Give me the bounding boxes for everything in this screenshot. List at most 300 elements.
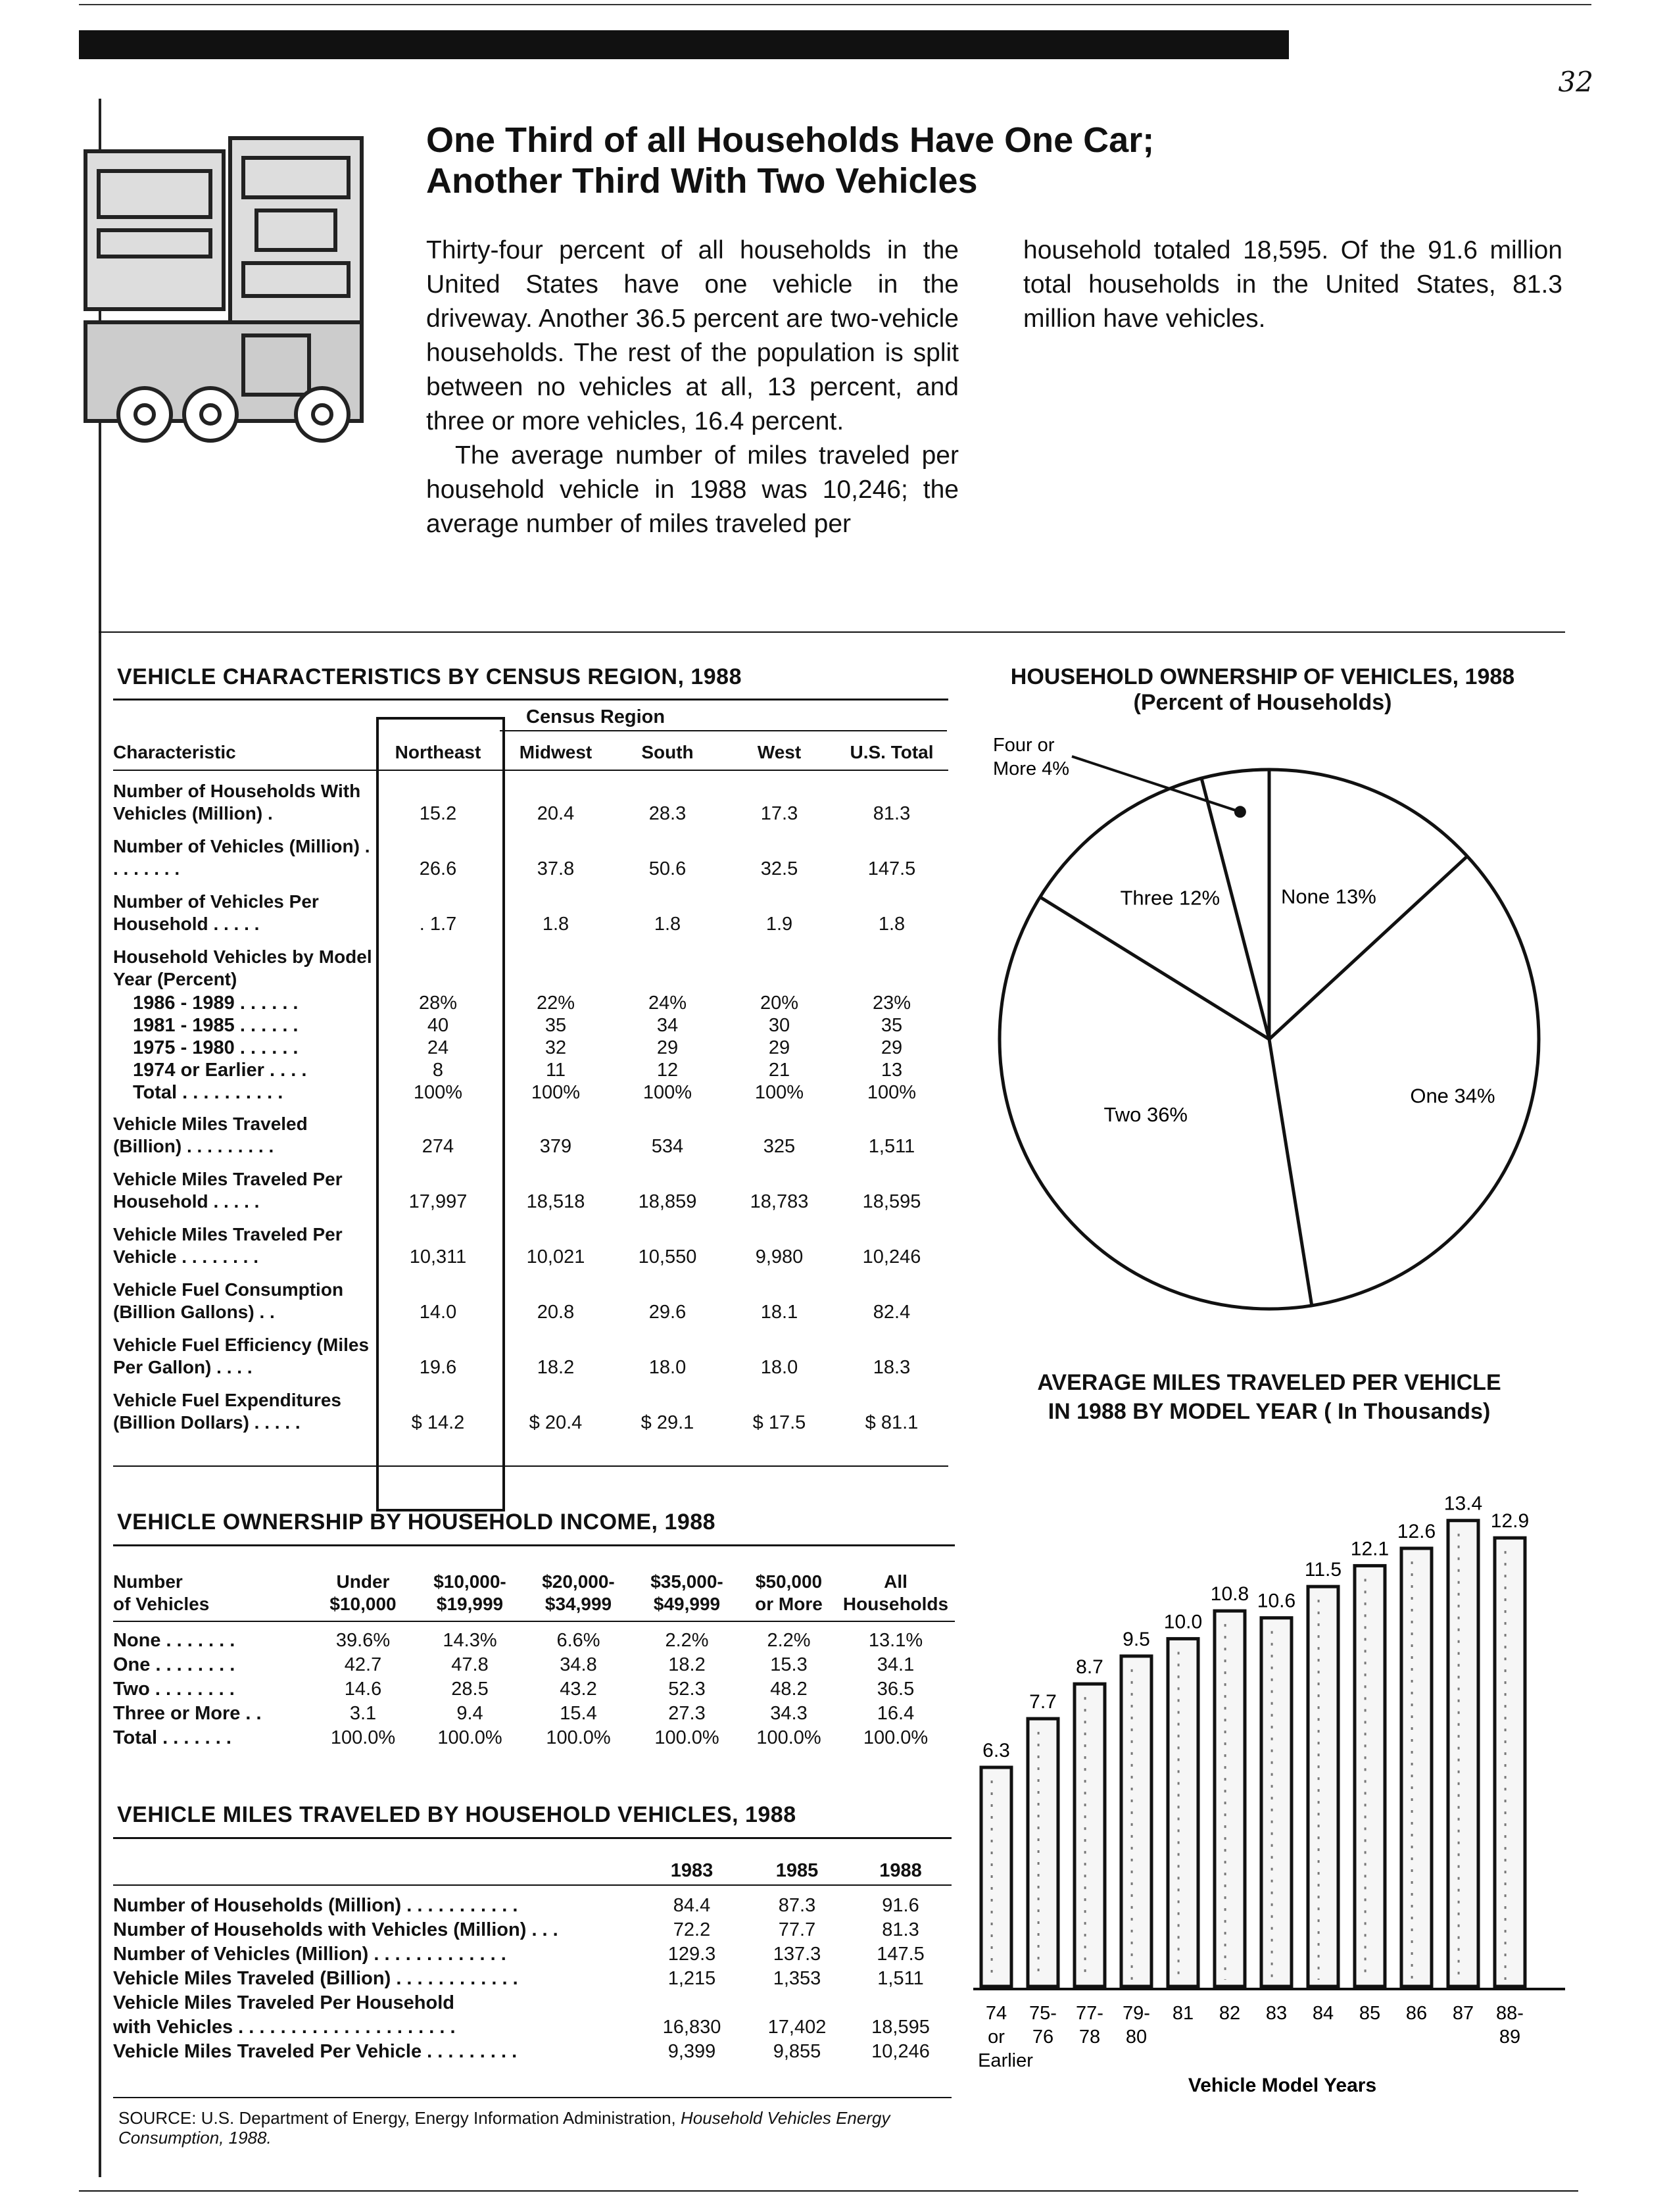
bar: [1121, 1656, 1151, 1986]
vmt-row-label: Vehicle Miles Traveled Per Vehicle . . . . . . . . .: [113, 2041, 518, 2062]
income-header-cell: [633, 1565, 741, 1621]
pie-chart-title: [960, 664, 1565, 716]
vmt-cell-value: 18,595: [871, 2017, 930, 2038]
vmt-row-label: Number of Vehicles (Million) . . . . . . . . . . . . .: [113, 1944, 506, 1965]
bar-chart-title-line-2: IN 1988 BY MODEL YEAR ( In Thousands): [1048, 1399, 1491, 1424]
region-cell-value: [612, 937, 723, 992]
vmt-row-label: Number of Households with Vehicles (Million) . . .: [113, 1919, 558, 1940]
region-table-row: [113, 1325, 948, 1380]
source-label: SOURCE:: [118, 2108, 197, 2128]
income-header-line: $50,000: [755, 1571, 823, 1592]
region-cell-value: 10,311: [409, 1246, 467, 1267]
region-row-label: Vehicle Fuel Expenditures (Billion Dollars) . . . . .: [113, 1390, 342, 1433]
bar-value-label: 7.7: [1029, 1691, 1057, 1713]
pie-chart-title-text: HOUSEHOLD OWNERSHIP OF VEHICLES, 1988: [1010, 664, 1515, 689]
income-row-label: None . . . . . . .: [113, 1630, 235, 1651]
region-header-cell: U.S. Total: [835, 737, 948, 770]
income-cell-value: 100.0%: [330, 1727, 396, 1748]
income-table-row: [113, 1653, 955, 1677]
category-label-line: 77-: [1076, 2003, 1103, 2024]
income-header-cell: [310, 1565, 416, 1621]
vmt-cell-value: 84.4: [673, 1895, 711, 1916]
region-cell-value: 37.8: [537, 858, 575, 879]
vmt-cell-value: 9,855: [773, 2041, 821, 2062]
pie-label-line: Four or: [993, 735, 1055, 756]
income-cell-value: 18.2: [668, 1654, 706, 1675]
region-header-cell: Characteristic: [113, 737, 376, 770]
vmt-cell-value: 137.3: [773, 1944, 821, 1965]
region-cell-value: $ 29.1: [641, 1412, 694, 1433]
title-line-2: Another Third With Two Vehicles: [426, 161, 978, 201]
income-cell-value: 39.6%: [335, 1630, 391, 1651]
bar-category-label: [978, 2003, 1033, 2071]
region-table: [113, 737, 948, 1435]
region-cell-value: 10,550: [638, 1246, 697, 1267]
region-cell-value: 18,518: [526, 1191, 585, 1212]
income-table: [113, 1565, 955, 1750]
category-label-line: 89: [1499, 2027, 1521, 2048]
region-row-label: Number of Vehicles Per Household . . . . .: [113, 891, 319, 934]
region-cell-value: 24: [427, 1037, 449, 1058]
vmt-header-cell: 1983: [639, 1855, 744, 1885]
bar-category-label: [1076, 2003, 1103, 2048]
section-rule: [99, 631, 1565, 633]
region-cell-value: 100%: [642, 1082, 692, 1103]
vmt-cell-value: 17,402: [767, 2017, 827, 2038]
bar: [1448, 1521, 1478, 1986]
region-cell-value: 1.8: [542, 914, 569, 935]
income-cell-value: 14.6: [344, 1679, 382, 1700]
income-header-line: $35,000-: [650, 1571, 723, 1592]
category-label-line: or: [988, 2027, 1005, 2048]
body-column-2: household totaled 18,595. Of the 91.6 million total households in the United States, 81.3 million have vehicles.: [1023, 236, 1562, 333]
bar-value-label: 12.1: [1350, 1538, 1390, 1560]
category-label-line: 76: [1032, 2027, 1054, 2048]
pie-label-dot: [1234, 806, 1246, 818]
region-cell-value: 20.4: [537, 803, 575, 824]
vmt-table-title: VEHICLE MILES TRAVELED BY HOUSEHOLD VEHICLES, 1988: [117, 1802, 796, 1827]
region-row-label: Vehicle Miles Traveled Per Household . . . . .: [113, 1169, 343, 1212]
income-cell-value: 100.0%: [863, 1727, 929, 1748]
census-region-header: Census Region: [526, 706, 665, 727]
pie-slice-label: One 34%: [1410, 1084, 1495, 1108]
region-cell-value: 12: [656, 1060, 679, 1081]
region-cell-value: 17,997: [408, 1191, 468, 1212]
income-cell-value: 47.8: [451, 1654, 489, 1675]
vmt-cell-value: 147.5: [877, 1944, 925, 1965]
region-cell-value: 100%: [413, 1082, 463, 1103]
pie-slice-edge: [1269, 856, 1467, 1039]
vmt-table-row: [113, 1942, 952, 1967]
income-cell-value: 48.2: [770, 1679, 808, 1700]
region-cell-value: 11: [545, 1060, 566, 1081]
bar-value-label: 12.6: [1397, 1521, 1436, 1542]
vmt-cell-value: 72.2: [673, 1919, 711, 1940]
income-cell-value: 13.1%: [868, 1630, 923, 1651]
bar-value-label: 13.4: [1443, 1492, 1483, 1515]
income-cell-value: 28.5: [451, 1679, 489, 1700]
income-table-title: VEHICLE OWNERSHIP BY HOUSEHOLD INCOME, 1988: [117, 1510, 716, 1535]
region-cell-value: 35: [544, 1015, 567, 1036]
region-table-row: [113, 1159, 948, 1214]
region-table-header-row: [113, 737, 948, 770]
region-cell-value: 18.0: [648, 1357, 687, 1378]
income-cell-value: 100.0%: [654, 1727, 719, 1748]
region-cell-value: 82.4: [873, 1302, 911, 1323]
bar-value-label: 10.0: [1163, 1611, 1203, 1633]
region-cell-value: 1,511: [868, 1136, 915, 1157]
region-header-cell: South: [612, 737, 723, 770]
category-label-line: 83: [1265, 2003, 1288, 2024]
region-table-row: [113, 881, 948, 937]
income-cell-value: 34.1: [877, 1654, 915, 1675]
income-cell-value: 100.0%: [546, 1727, 611, 1748]
region-row-label: Vehicle Miles Traveled Per Vehicle . . . . . . . .: [113, 1224, 343, 1267]
region-cell-value: $ 20.4: [529, 1412, 583, 1433]
region-cell-value: 100%: [867, 1082, 917, 1103]
region-cell-value: 22%: [536, 993, 575, 1014]
category-label-line: 82: [1219, 2003, 1241, 2024]
bar-value-label: 11.5: [1304, 1559, 1342, 1581]
region-table-row: [113, 992, 948, 1014]
region-cell-value: 29: [768, 1037, 790, 1058]
category-label-line: 79-: [1123, 2003, 1150, 2024]
region-table-row: [113, 826, 948, 881]
vmt-cell-value: 91.6: [882, 1895, 919, 1916]
income-cell-value: 3.1: [349, 1703, 377, 1724]
income-header-line: $34,999: [544, 1594, 612, 1614]
category-label-line: 80: [1125, 2027, 1148, 2048]
region-cell-value: 40: [427, 1015, 449, 1036]
vmt-cell-value: 9,399: [667, 2041, 716, 2062]
bar-x-axis-label: Vehicle Model Years: [1188, 2075, 1377, 2096]
income-table-row: [113, 1621, 955, 1653]
region-cell-value: 30: [768, 1015, 790, 1036]
bar: [1308, 1586, 1338, 1986]
vmt-table-row: [113, 1918, 952, 1942]
vmt-cell-value: 1,353: [773, 1968, 821, 1989]
region-cell-value: 100%: [754, 1082, 804, 1103]
bar-value-label: 10.6: [1257, 1590, 1296, 1612]
income-cell-value: 14.3%: [443, 1630, 497, 1651]
income-header-cell: [741, 1565, 836, 1621]
income-cell-value: 43.2: [560, 1679, 597, 1700]
pie-slice-label: Three 12%: [1120, 886, 1221, 910]
category-label-line: 87: [1452, 2003, 1474, 2024]
vmt-header-cell: 1988: [850, 1855, 952, 1885]
region-cell-value: 32.5: [760, 858, 798, 879]
income-cell-value: 52.3: [668, 1679, 706, 1700]
region-cell-value: 15.2: [419, 803, 457, 824]
income-cell-value: 100.0%: [756, 1727, 821, 1748]
region-row-label: 1981 - 1985 . . . . . .: [133, 1015, 299, 1036]
page-bottom-rule: [79, 2190, 1578, 2192]
bar-category-label: [1496, 2003, 1524, 2048]
bar-value-label: 12.9: [1490, 1510, 1530, 1533]
bar: [1075, 1684, 1105, 1986]
income-cell-value: 100.0%: [437, 1727, 502, 1748]
region-cell-value: [723, 937, 835, 992]
region-cell-value: 21: [768, 1060, 790, 1081]
region-cell-value: [376, 937, 500, 992]
region-table-row: [113, 770, 948, 826]
region-cell-value: 18,783: [750, 1191, 809, 1212]
bar: [1028, 1719, 1058, 1986]
region-table-row: [113, 937, 948, 992]
region-cell-value: 18,859: [638, 1191, 697, 1212]
income-header-line: Under: [336, 1571, 390, 1592]
region-cell-value: 274: [422, 1136, 454, 1157]
bar: [1495, 1538, 1525, 1986]
region-table-row: [113, 1059, 948, 1081]
income-header-cell: [416, 1565, 524, 1621]
vmt-cell-value: 10,246: [871, 2041, 930, 2062]
source-text: U.S. Department of Energy, Energy Information Administration,: [201, 2108, 676, 2128]
bar-category-label: [1266, 2003, 1287, 2024]
income-cell-value: 2.2%: [767, 1630, 811, 1651]
income-cell-value: 2.2%: [665, 1630, 709, 1651]
pie-label-line: More 4%: [993, 758, 1070, 779]
bar: [1355, 1565, 1385, 1986]
vmt-cell-value: 16,830: [662, 2017, 721, 2038]
region-row-label: 1975 - 1980 . . . . . .: [133, 1037, 299, 1058]
body-column-1: [426, 233, 959, 541]
income-table-header-row: [113, 1565, 955, 1621]
income-header-line: Number: [113, 1571, 183, 1592]
pie-slice-label: [993, 735, 1069, 779]
region-table-top-rule: [113, 699, 948, 700]
vmt-table-row: [113, 2040, 952, 2064]
income-cell-value: 16.4: [877, 1703, 915, 1724]
income-header-cell: [524, 1565, 633, 1621]
region-cell-value: 29: [656, 1037, 679, 1058]
region-cell-value: 13: [881, 1060, 903, 1081]
pie-chart-subtitle: (Percent of Households): [1133, 690, 1392, 715]
vmt-table: [113, 1855, 952, 2064]
income-cell-value: 9.4: [456, 1703, 483, 1724]
vmt-row-label: Vehicle Miles Traveled Per Household: [113, 1992, 454, 2013]
region-row-label: 1986 - 1989 . . . . . .: [133, 993, 299, 1014]
vmt-table-top-rule: [113, 1837, 952, 1839]
bar-chart-title-line-1: AVERAGE MILES TRAVELED PER VEHICLE: [1037, 1370, 1501, 1395]
bar-value-label: 10.8: [1210, 1583, 1249, 1606]
region-cell-value: 50.6: [648, 858, 687, 879]
bar: [1261, 1618, 1292, 1986]
region-header-cell: Midwest: [500, 737, 612, 770]
vmt-cell-value: [639, 1991, 744, 2015]
income-header-line: $10,000: [329, 1594, 397, 1614]
article-title: [426, 120, 1347, 201]
income-header-cell: [113, 1565, 310, 1621]
region-table-row: [113, 1037, 948, 1059]
income-header-line: $10,000-: [433, 1571, 506, 1592]
region-row-label: Number of Households With Vehicles (Million) .: [113, 781, 361, 823]
region-cell-value: 81.3: [873, 803, 911, 824]
vmt-header-cell: [113, 1855, 639, 1885]
region-row-label: Number of Vehicles (Million) . . . . . . . .: [113, 836, 370, 879]
bar-category-label: [1359, 2003, 1380, 2024]
vmt-table-row: [113, 1991, 952, 2015]
region-cell-value: 23%: [872, 993, 911, 1014]
vmt-table-row: [113, 1967, 952, 1991]
vmt-row-label: Number of Households (Million) . . . . . . . . . . .: [113, 1895, 518, 1916]
bar-value-label: 9.5: [1123, 1628, 1150, 1650]
category-label-line: 78: [1078, 2027, 1101, 2048]
region-cell-value: 26.6: [419, 858, 457, 879]
region-cell-value: 9,980: [755, 1246, 804, 1267]
region-cell-value: 147.5: [867, 858, 916, 879]
vmt-cell-value: [744, 1991, 850, 2015]
region-cell-value: 34: [656, 1015, 679, 1036]
census-region-rule: [500, 730, 947, 731]
bar-value-label: 8.7: [1076, 1656, 1103, 1679]
pie-slice-label: None 13%: [1281, 885, 1376, 908]
region-header-cell: Northeast: [376, 737, 500, 770]
income-row-label: One . . . . . . . .: [113, 1654, 235, 1675]
truck-illustration: [79, 125, 381, 454]
category-label-line: Earlier: [978, 2050, 1033, 2071]
category-label-line: 86: [1405, 2003, 1428, 2024]
income-cell-value: 15.4: [560, 1703, 597, 1724]
region-row-label: Vehicle Fuel Efficiency (Miles Per Gallon) . . . .: [113, 1335, 370, 1377]
vmt-cell-value: 77.7: [778, 1919, 816, 1940]
region-table-row: [113, 1380, 948, 1435]
bar: [1168, 1638, 1198, 1986]
bar: [1401, 1548, 1432, 1986]
region-cell-value: . 1.7: [419, 914, 457, 935]
vmt-cell-value: 87.3: [778, 1895, 816, 1916]
region-table-row: [113, 1214, 948, 1269]
income-row-label: Three or More . .: [113, 1703, 262, 1724]
bar-category-label: [1029, 2003, 1057, 2048]
income-cell-value: 34.8: [560, 1654, 597, 1675]
income-cell-value: 42.7: [344, 1654, 382, 1675]
bar-category-label: [1173, 2003, 1194, 2024]
income-row-label: Two . . . . . . . .: [113, 1679, 235, 1700]
pie-label-leader: [1072, 756, 1240, 812]
income-cell-value: 27.3: [668, 1703, 706, 1724]
region-cell-value: 1.9: [765, 914, 793, 935]
region-table-bottom-rule: [113, 1465, 948, 1467]
region-cell-value: 10,021: [526, 1246, 585, 1267]
category-label-line: 88-: [1496, 2003, 1524, 2024]
vmt-cell-value: 129.3: [667, 1944, 716, 1965]
region-cell-value: 18.1: [760, 1302, 798, 1323]
vmt-table-bottom-rule: [113, 2097, 952, 2098]
category-label-line: 74: [985, 2003, 1007, 2024]
region-cell-value: 14.0: [419, 1302, 457, 1323]
region-cell-value: 18,595: [862, 1191, 921, 1212]
bar-category-label: [1453, 2003, 1474, 2024]
region-table-row: [113, 1081, 948, 1104]
income-cell-value: 6.6%: [556, 1630, 600, 1651]
top-rule: [79, 4, 1591, 5]
vmt-cell-value: [850, 1991, 952, 2015]
region-cell-value: [500, 937, 612, 992]
bar-chart-title: [973, 1368, 1565, 1426]
region-cell-value: [835, 937, 948, 992]
region-row-label: Vehicle Miles Traveled (Billion) . . . . . . . . .: [113, 1114, 308, 1156]
region-cell-value: 28.3: [648, 803, 687, 824]
income-header-line: $20,000-: [542, 1571, 615, 1592]
region-cell-value: 17.3: [760, 803, 798, 824]
region-cell-value: 19.6: [419, 1357, 457, 1378]
category-label-line: 84: [1312, 2003, 1334, 2024]
region-row-label: 1974 or Earlier . . . .: [133, 1060, 307, 1081]
region-row-label: Vehicle Fuel Consumption (Billion Gallons) . .: [113, 1279, 344, 1322]
vmt-cell-value: 81.3: [882, 1919, 919, 1940]
region-cell-value: $ 14.2: [411, 1412, 465, 1433]
income-header-line: $19,999: [436, 1594, 504, 1614]
vmt-row-label: with Vehicles . . . . . . . . . . . . . . . . . . . . .: [113, 2017, 456, 2038]
income-header-cell: [836, 1565, 955, 1621]
income-table-row: [113, 1702, 955, 1726]
category-label-line: 81: [1172, 2003, 1194, 2024]
page-number: 32: [1558, 66, 1593, 98]
body-paragraph-1: Thirty-four percent of all households in the United States have one vehicle in the driveway. Another 36.5 percent are two-vehicle households. The rest of the population is split between no vehicles at all, 13 percent, and three or more vehicles, 16.4 percent.: [426, 236, 959, 435]
bar: [1215, 1611, 1245, 1986]
region-cell-value: 325: [763, 1136, 796, 1157]
pie-chart: [973, 730, 1565, 1322]
vmt-header-cell: 1985: [744, 1855, 850, 1885]
region-cell-value: 1.8: [878, 914, 906, 935]
region-table-row: [113, 1014, 948, 1037]
region-cell-value: 28%: [418, 993, 458, 1014]
region-cell-value: 100%: [531, 1082, 581, 1103]
income-header-line: Households: [842, 1594, 949, 1614]
income-cell-value: 36.5: [877, 1679, 915, 1700]
vmt-cell-value: 1,511: [877, 1968, 924, 1989]
income-header-line: All: [884, 1571, 907, 1592]
body-paragraph-2: The average number of miles traveled per household vehicle in 1988 was 10,246; the average number of miles traveled per: [426, 441, 959, 538]
region-row-label: Total . . . . . . . . . .: [133, 1082, 283, 1103]
pie-slice-edge: [1269, 1039, 1312, 1306]
region-cell-value: 1.8: [654, 914, 681, 935]
region-cell-value: 29: [881, 1037, 903, 1058]
pie-slice-edge: [1040, 897, 1269, 1039]
bar-category-label: [1406, 2003, 1427, 2024]
vmt-table-row: [113, 1885, 952, 1918]
vmt-cell-value: 1,215: [667, 1968, 716, 1989]
income-header-line: or More: [755, 1594, 823, 1614]
region-cell-value: 18.3: [873, 1357, 911, 1378]
region-cell-value: 8: [432, 1060, 444, 1081]
region-cell-value: 534: [651, 1136, 684, 1157]
title-line-1: One Third of all Households Have One Car;: [426, 120, 1155, 160]
region-cell-value: 24%: [648, 993, 687, 1014]
bar-category-label: [1123, 2003, 1150, 2048]
source-publication: Household Vehicles Energy Consumption, 1988.: [118, 2108, 890, 2148]
income-table-row: [113, 1726, 955, 1750]
bar-chart: [967, 1447, 1585, 2105]
region-cell-value: 29.6: [648, 1302, 687, 1323]
bar-category-label: [1219, 2003, 1240, 2024]
category-label-line: 75-: [1029, 2003, 1057, 2024]
region-table-title: VEHICLE CHARACTERISTICS BY CENSUS REGION, 1988: [117, 664, 742, 689]
region-header-cell: West: [723, 737, 835, 770]
header-bar: [79, 30, 1289, 59]
region-cell-value: 32: [544, 1037, 567, 1058]
category-label-line: 85: [1359, 2003, 1381, 2024]
bar-value-label: 6.3: [982, 1740, 1010, 1761]
income-cell-value: 34.3: [770, 1703, 808, 1724]
income-header-line: of Vehicles: [113, 1594, 210, 1614]
income-table-row: [113, 1677, 955, 1702]
region-cell-value: 10,246: [862, 1246, 921, 1267]
region-cell-value: 379: [539, 1136, 572, 1157]
vmt-table-row: [113, 2015, 952, 2040]
region-cell-value: 20.8: [537, 1302, 575, 1323]
